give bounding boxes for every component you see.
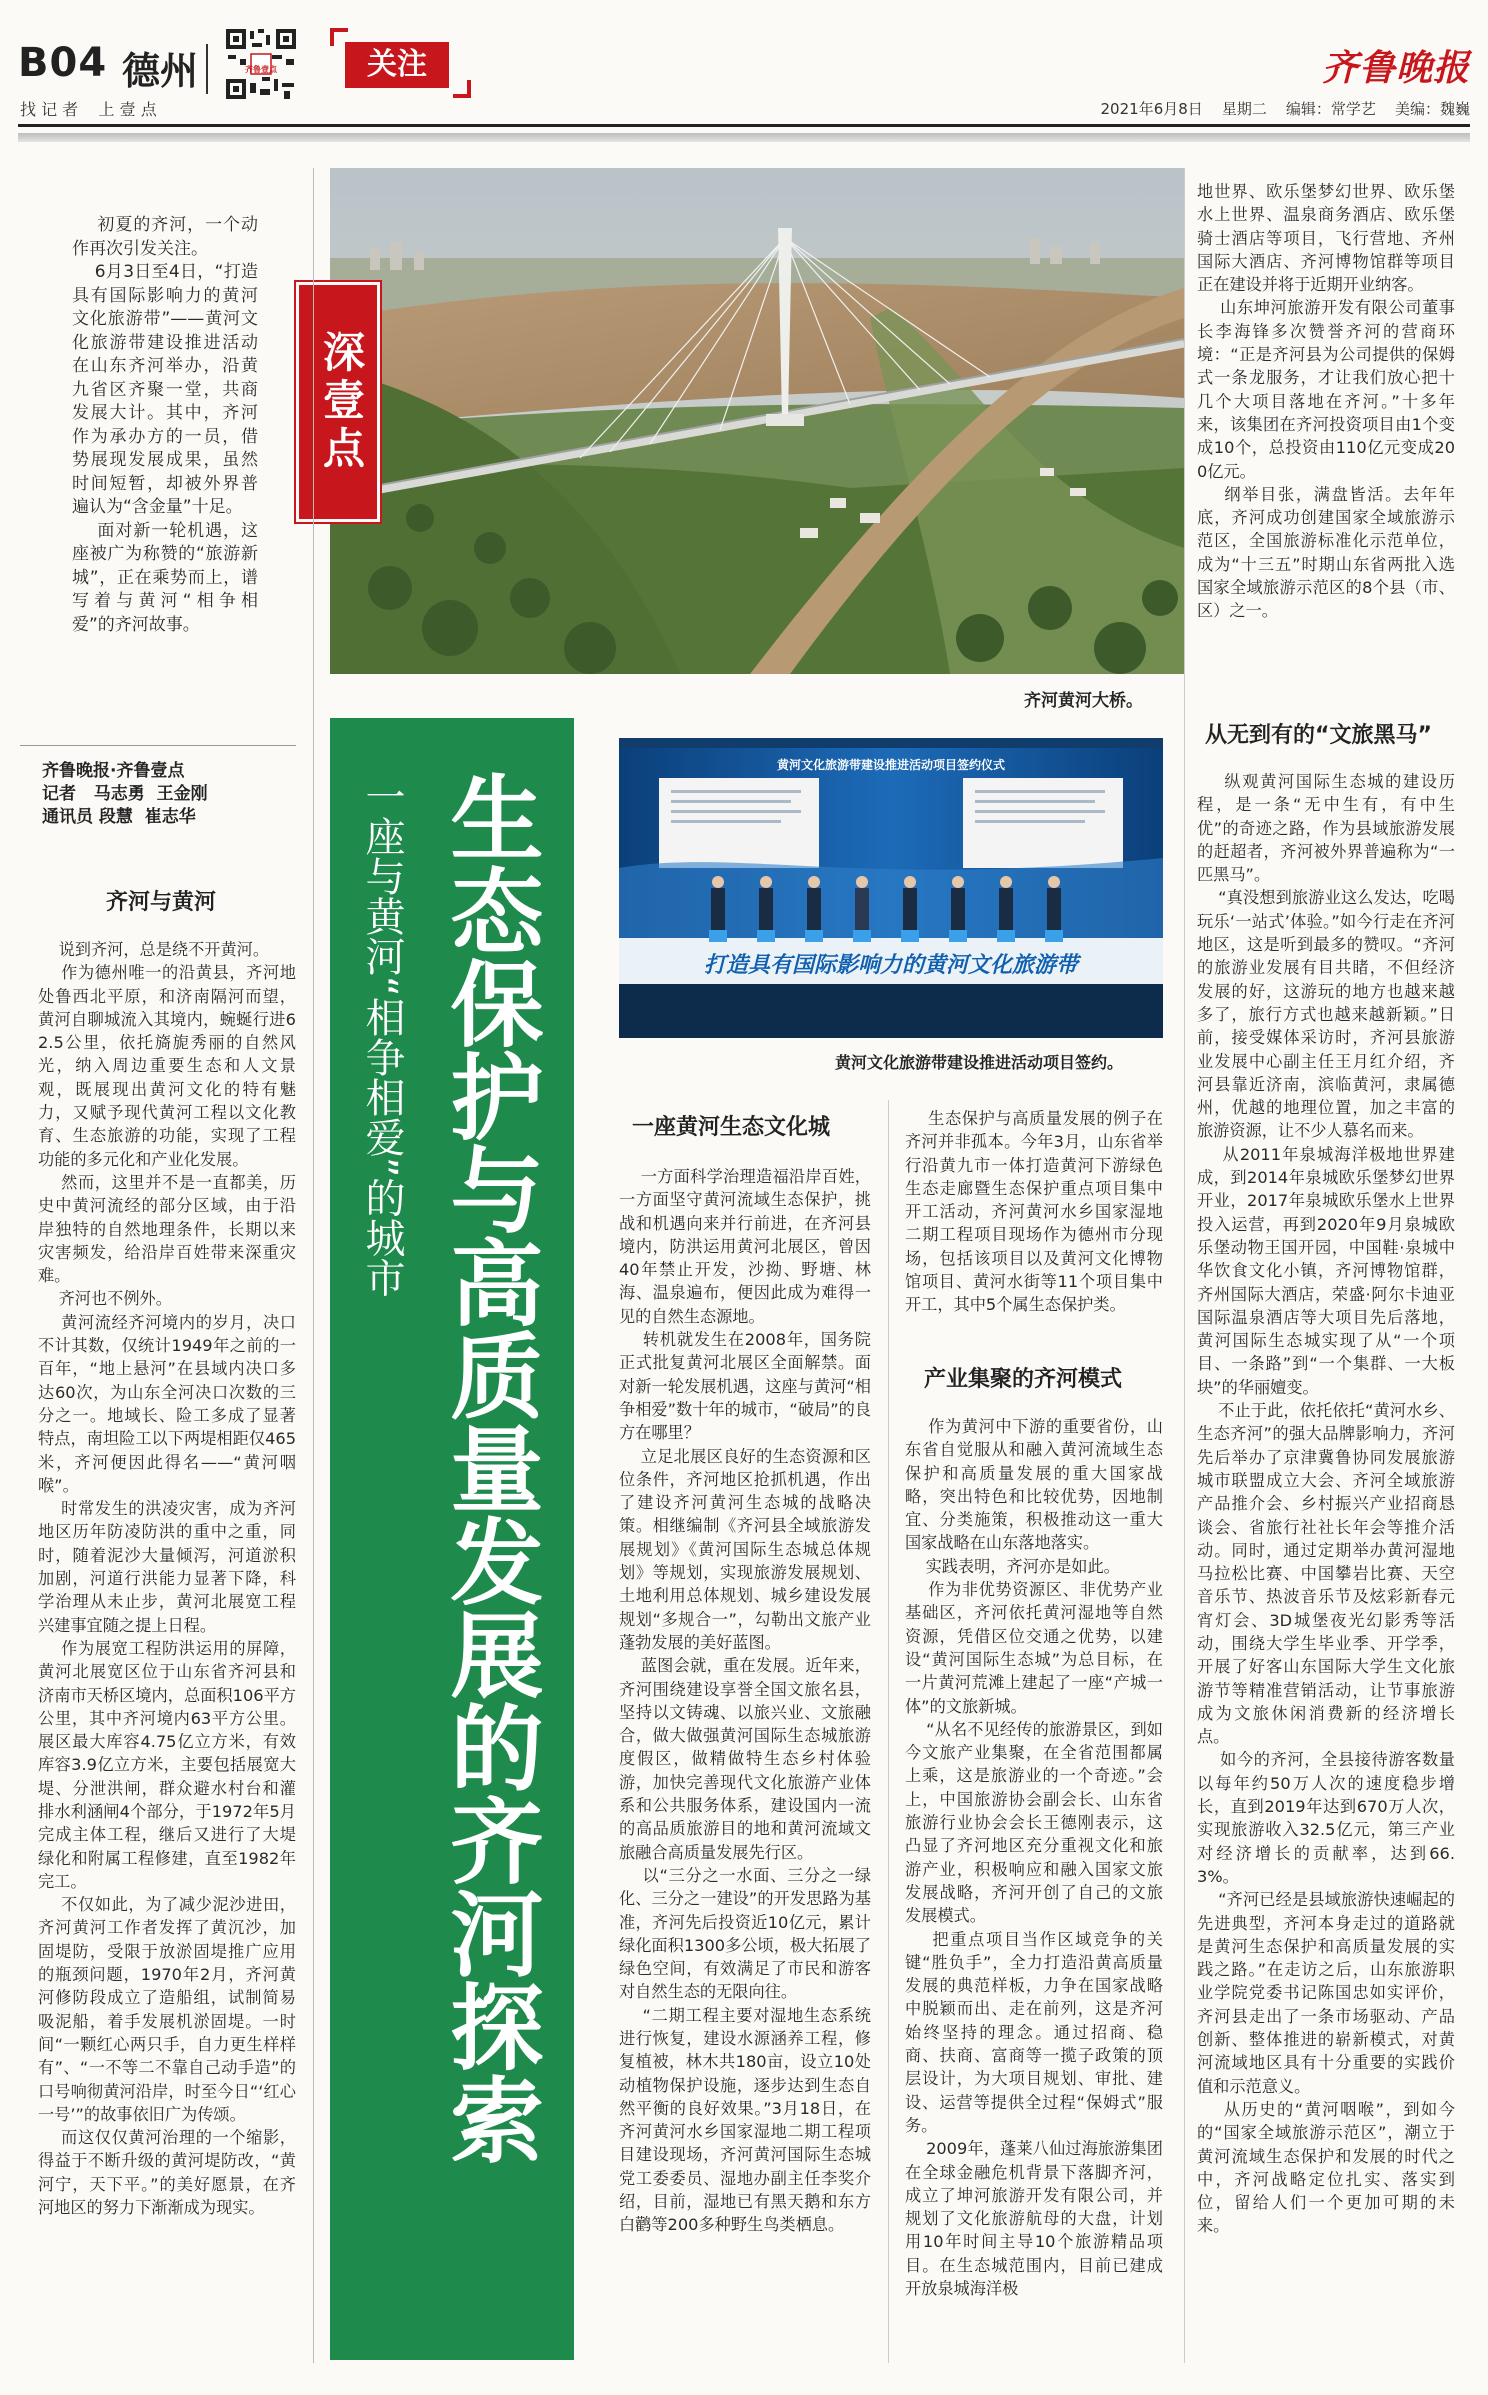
header-rule [18, 124, 1470, 127]
lead-paragraph: 初夏的齐河，一个动作再次引发关注。 6月3日至4日，“打造具有国际影响力的黄河文化旅游带”——黄河文化旅游带建设推进活动在山东齐河举办，沿黄九省区齐聚一堂，共商发展大计。其中，齐河作为承办方的一员，借势展现发展成果，虽然时间短暂，却被外界普遍认为“含金量”十足。 面对新一轮机遇，这座被广为称赞的“旅游新城”，正在乘势而上，谱写着与黄河“相争相爱”的齐河故事。 [72, 215, 259, 635]
byline-source: 齐鲁晚报·齐鲁壹点 [42, 761, 185, 781]
header-shadow-rule [18, 133, 1470, 142]
column-tag-frame-right [453, 80, 471, 98]
bridge-photo-caption: 齐河黄河大桥。 [1024, 691, 1143, 711]
headline-sub: 一座与黄河“相争相爱”的城市 [359, 776, 405, 1298]
byline-correspondents: 段慧 崔志华 [98, 807, 196, 827]
ceremony-screen-title: 黄河文化旅游带建设推进活动项目签约仪式 [776, 758, 1005, 772]
ceremony-photo-caption: 黄河文化旅游带建设推进活动项目签约。 [835, 1053, 1124, 1072]
section-4-body: 纵观黄河国际生态城的建设历程，是一条“无中生有，有中生优”的奇迹之路，作为县域旅游发展的赶超者，齐河被外界普遍称为“一匹黑马”。 “真没想到旅游业这么发达，吃喝玩乐‘一站式’体验。”如今行走在齐河地区，这是听到最多的赞叹。“齐河的旅游业发展有目共睹，不但经济发展的好，这游玩的地方也越来越多了，旅行方式也越来越新颖。”日前，接受媒体采访时，齐河县旅游业发展中心副主任王月红介绍，齐河县靠近济南，滨临黄河，隶属德州，优越的地理位置，加之丰富的旅游资源，让不少人慕名而来。 从2011年泉城海洋极地世界建成，到2014年泉城欧乐堡梦幻世界开业，2017年泉城欧乐堡水上世界投入运营，再到2020年9月泉城欧乐堡动物王国开园，中国鞋·泉城中华饮食文化小镇，齐河博物馆群，齐州国际大酒店，荣盛·阿尔卡迪亚国际温泉酒店等大项目先后落地，黄河国际生态城实现了从“一个项目、一条路”到“一个集群、一大板块”的华丽嬗变。 不止于此，依托依托“黄河水乡、生态齐河”的强大品牌影响力，齐河先后举办了京津冀鲁协同发展旅游城市联盟成立大会、齐河全域旅游产品推介会、乡村振兴产业招商恳谈会、省旅行社社长年会等推介活动。同时，通过定期举办黄河湿地马拉松比赛、中国攀岩比赛、天空音乐节、热波音乐节及炫彩新春元宵灯会、3D城堡夜光幻影秀等活动，围绕大学生毕业季、开学季，开展了好客山东国际大学生文化旅游节等精准营销活动，让节事旅游成为文旅休闲消费新的经济增长点。 如今的齐河，全县接待游客数量以每年约50万人次的速度稳步增长，直到2019年达到670万人次，实现旅游收入32.5亿元，第三产业对经济增长的贡献率，达到66.3%。 “齐河已经是县域旅游快速崛起的先进典型，齐河本身走过的道路就是黄河生态保护和高质量发展的实践之路。”在走访之后，山东旅游职业学院党委书记陈国忠如实评价，齐河县走出了一条市场驱动、产品创新、整体推进的崭新模式，对黄河流域地区具有十分重要的实践价值和示范意义。 从历史的“黄河咽喉”，到如今的“国家全域旅游示范区”，潮立于黄河流域生态保护和发展的时代之中，齐河战略定位扎实、落实到位，留给人们一个更加可期的未来。 [1197, 772, 1455, 2236]
lead-divider [20, 745, 296, 746]
byline [42, 760, 302, 829]
column-rule-mid [888, 1100, 889, 2363]
page-number: B04 [18, 40, 108, 86]
byline-correspondents-label: 通讯员 [42, 807, 93, 827]
headline-main: 生态保护与高质量发展的齐河探索 [435, 770, 543, 2165]
section-title-ecological-city: 一座黄河生态文化城 [632, 1115, 831, 1140]
brand-logo: 齐鲁晚报 [1321, 47, 1470, 89]
section-title-qihe-and-yellow-river: 齐河与黄河 [106, 890, 217, 915]
qr-label: 齐鲁壹点 [245, 65, 277, 74]
section-3-body-continued: 地世界、欧乐堡梦幻世界、欧乐堡水上世界、温泉商务酒店、欧乐堡骑士酒店等项目，飞行营地、齐州国际大酒店、齐河博物馆群等项目正在建设并将于近期开业纳客。 山东坤河旅游开发有限公司董事长李海锋多次赞誉齐河的营商环境：“正是齐河县为公司提供的保姆式一条龙服务，才让我们放心把十几个大项目落地在齐河。”十多年来，该集团在齐河投资项目由1个变成10个，总投资由110亿元变成200亿元。 纲举目张，满盘皆活。去年年底，齐河成功创建国家全域旅游示范区，全国旅游标准化示范单位，成为“十三五”时期山东省两批入选国家全域旅游示范区的8个县（市、区）之一。 [1197, 182, 1455, 621]
column-rule-left [313, 168, 314, 2363]
section-title-dark-horse: 从无到有的“文旅黑马” [1205, 723, 1432, 748]
byline-reporters-row [42, 783, 302, 806]
section-2-body-a: 一方面科学治理造福沿岸百姓，一方面坚守黄河流域生态保护，挑战和机遇向来并行前进，在齐河县境内，防洪运用黄河北展区，曾因40年禁止开发，沙拗、野塘、林海、温泉遍布，便因此成为难得一见的自然生态源地。 转机就发生在2008年，国务院正式批复黄河北展区全面解禁。面对新一轮发展机遇，这座与黄河“相争相爱”数十年的城市，“破局”的良方在哪里？ 立足北展区良好的生态资源和区位条件，齐河地区抢抓机遇，作出了建设齐河黄河生态城的战略决策。相继编制《齐河县全域旅游发展规划》《黄河国际生态城总体规划》等规划，实现旅游发展规划、土地利用总体规划、城乡建设发展规划“多规合一”，勾勒出文旅产业蓬勃发展的美好蓝图。 蓝图会就，重在发展。近年来，齐河围绕建设享誉全国文旅名县，坚持以文铸魂、以旅兴业、文旅融合，做大做强黄河国际生态城旅游度假区，做精做特生态乡村体验游，加快完善现代文化旅游产业体系和公共服务体系，建设国内一流的高品质旅游目的地和黄河流域文旅融合高质量发展先行区。 以“三分之一水面、三分之一绿化、三分之一建设”的开发思路为基准，齐河先后投资近10亿元，累计绿化面积1300多公顷，极大拓展了绿色空间，有效满足了市民和游客对自然生态的无限向往。 “二期工程主要对湿地生态系统进行恢复，建设水源涵养工程，修复植被，林木共180亩，设立10处动植物保护设施，逐步达到生态自然平衡的良好效果。”3月18日，在齐河黄河水乡国家湿地二期工程项目建设现场，齐河黄河国际生态城党工委委员、湿地办副主任李奖介绍，目前，湿地已有黑天鹅和东方白鹳等200多种野生鸟类栖息。 [619, 1167, 871, 2235]
byline-reporters: 马志勇 王金刚 [93, 784, 208, 804]
dateline: 2021年6月8日 星期二 编辑：常学艺 美编：魏巍 [1100, 100, 1470, 118]
ceremony-photo [619, 738, 1163, 1038]
deep-badge [296, 282, 380, 522]
byline-correspondents-row [42, 806, 302, 829]
section-name: 德州 [122, 49, 199, 93]
column-rule-right [1184, 168, 1185, 2363]
header-divider [206, 44, 208, 94]
header-tagline: 找 记 者 上 壹 点 [20, 100, 157, 119]
section-1-body: 说到齐河，总是绕不开黄河。 作为德州唯一的沿黄县，齐河地处鲁西北平原，和济南隔河而望，黄河自聊城流入其境内，蜿蜒行进62.5公里，依托旖旎秀丽的自然风光，纳入周边重要生态和人文景观，既展现出黄河文化的特有魅力，又赋予现代黄河工程以文化教育、生态旅游的功能，实现了工程功能的多元化和产业化发展。 然而，这里并不是一直都美，历史中黄河流经的部分区域，由于沿岸独特的自然地理条件，长期以来灾害频发，给沿岸百姓带来深重灾难。 齐河也不例外。 黄河流经齐河境内的岁月，决口不计其数，仅统计1949年之前的一百年，“地上悬河”在县域内决口多达60次，为山东全河决口次数的三分之一。地域长、险工多成了显著特点，南坦险工以下两堤相距仅465米，齐河便因此得名——“黄河咽喉”。 时常发生的洪凌灾害，成为齐河地区历年防凌防洪的重中之重，同时，随着泥沙大量倾泻，河道淤积加剧，河道行洪能力显著下降，科学治理从未止步，黄河北展宽工程兴建事宜随之提上日程。 作为展宽工程防洪运用的屏障，黄河北展宽区位于山东省齐河县和济南市天桥区境内，总面积106平方公里，其中齐河境内63平方公里。展区最大库容4.75亿立方米，有效库容3.9亿立方米，主要包括展宽大堤、分泄洪闸，群众避水村台和灌排水利涵闸4个部分，于1972年5月完成主体工程，继后又进行了大堤绿化和附属工程修建，直至1982年完工。 不仅如此，为了减少泥沙进田，齐河黄河工作者发挥了黄沉沙，加固堤防，受限于放淤固堤推广应用的瓶颈问题，1970年2月，齐河黄河修防段成立了造船组，试制简易吸泥船，着手发展机淤固堤。一时间“一颗红心两只手，自力更生样样有”、“一不等二不靠自己动手造”的口号响彻黄河沿岸，时至今日“‘红心一号’”的故事依旧广为传颂。 而这仅仅黄河治理的一个缩影，得益于不断升级的黄河堤防改，“黄河宁，天下平。”的美好愿景，在齐河地区的努力下渐渐成为现实。 [38, 940, 296, 2218]
column-tag-text: 关注 [367, 47, 427, 82]
bridge-photo [330, 168, 1184, 674]
section-2-body-b: 生态保护与高质量发展的例子在齐河并非孤本。今年3月，山东省举行沿黄九市一体打造黄河下游绿色生态走廊暨生态保护重点项目集中开工活动，齐河黄河水乡国家湿地二期工程项目现场作为德州市分现场，包括该项目以及黄河文化博物馆项目、黄河水街等11个项目集中开工，其中5个属生态保护类。 [905, 1109, 1163, 1315]
byline-reporters-label: 记者 [42, 784, 76, 804]
section-title-industry-cluster: 产业集聚的齐河模式 [924, 1367, 1123, 1392]
ceremony-banner: 打造具有国际影响力的黄河文化旅游带 [703, 953, 1078, 978]
column-tag [345, 42, 449, 88]
deep-badge-text: 深壹点 [317, 330, 366, 474]
section-3-body: 作为黄河中下游的重要省份，山东省自觉服从和融入黄河流域生态保护和高质量发展的重大国家战略，突出特色和比较优势，因地制宜、分类施策，积极推动这一重大国家战略在山东落地落实。 实践表明，齐河亦是如此。 作为非优势资源区、非优势产业基础区，齐河依托黄河湿地等自然资源，凭借区位交通之优势，以建设“黄河国际生态城”为总目标，在一片黄河荒滩上建起了一座“产城一体”的文旅新城。 “从名不见经传的旅游景区，到如今文旅产业集聚，在全省范围都属上乘，这是旅游业的一个奇迹。”会上，中国旅游协会副会长、山东省旅游行业协会会长王德刚表示，这凸显了齐河地区充分重视文化和旅游产业，积极响应和融入国家文旅发展战略，齐河开创了自己的文旅发展模式。 把重点项目当作区域竞争的关键“胜负手”，全力打造沿黄高质量发展的典范样板，力争在国家战略中脱颖而出、走在前列，这是齐河始终坚持的理念。通过招商、稳商、扶商、富商等一揽子政策的顶层设计，为大项目规划、审批、建设、运营等提供全过程“保姆式”服务。 2009年，蓬莱八仙过海旅游集团在全球金融危机背景下落脚齐河，成立了坤河旅游开发有限公司，并规划了文化旅游航母的大盘，计划用10年时间主导10个旅游精品项目。在生态城范围内，目前已建成开放泉城海洋极 [905, 1417, 1163, 2298]
